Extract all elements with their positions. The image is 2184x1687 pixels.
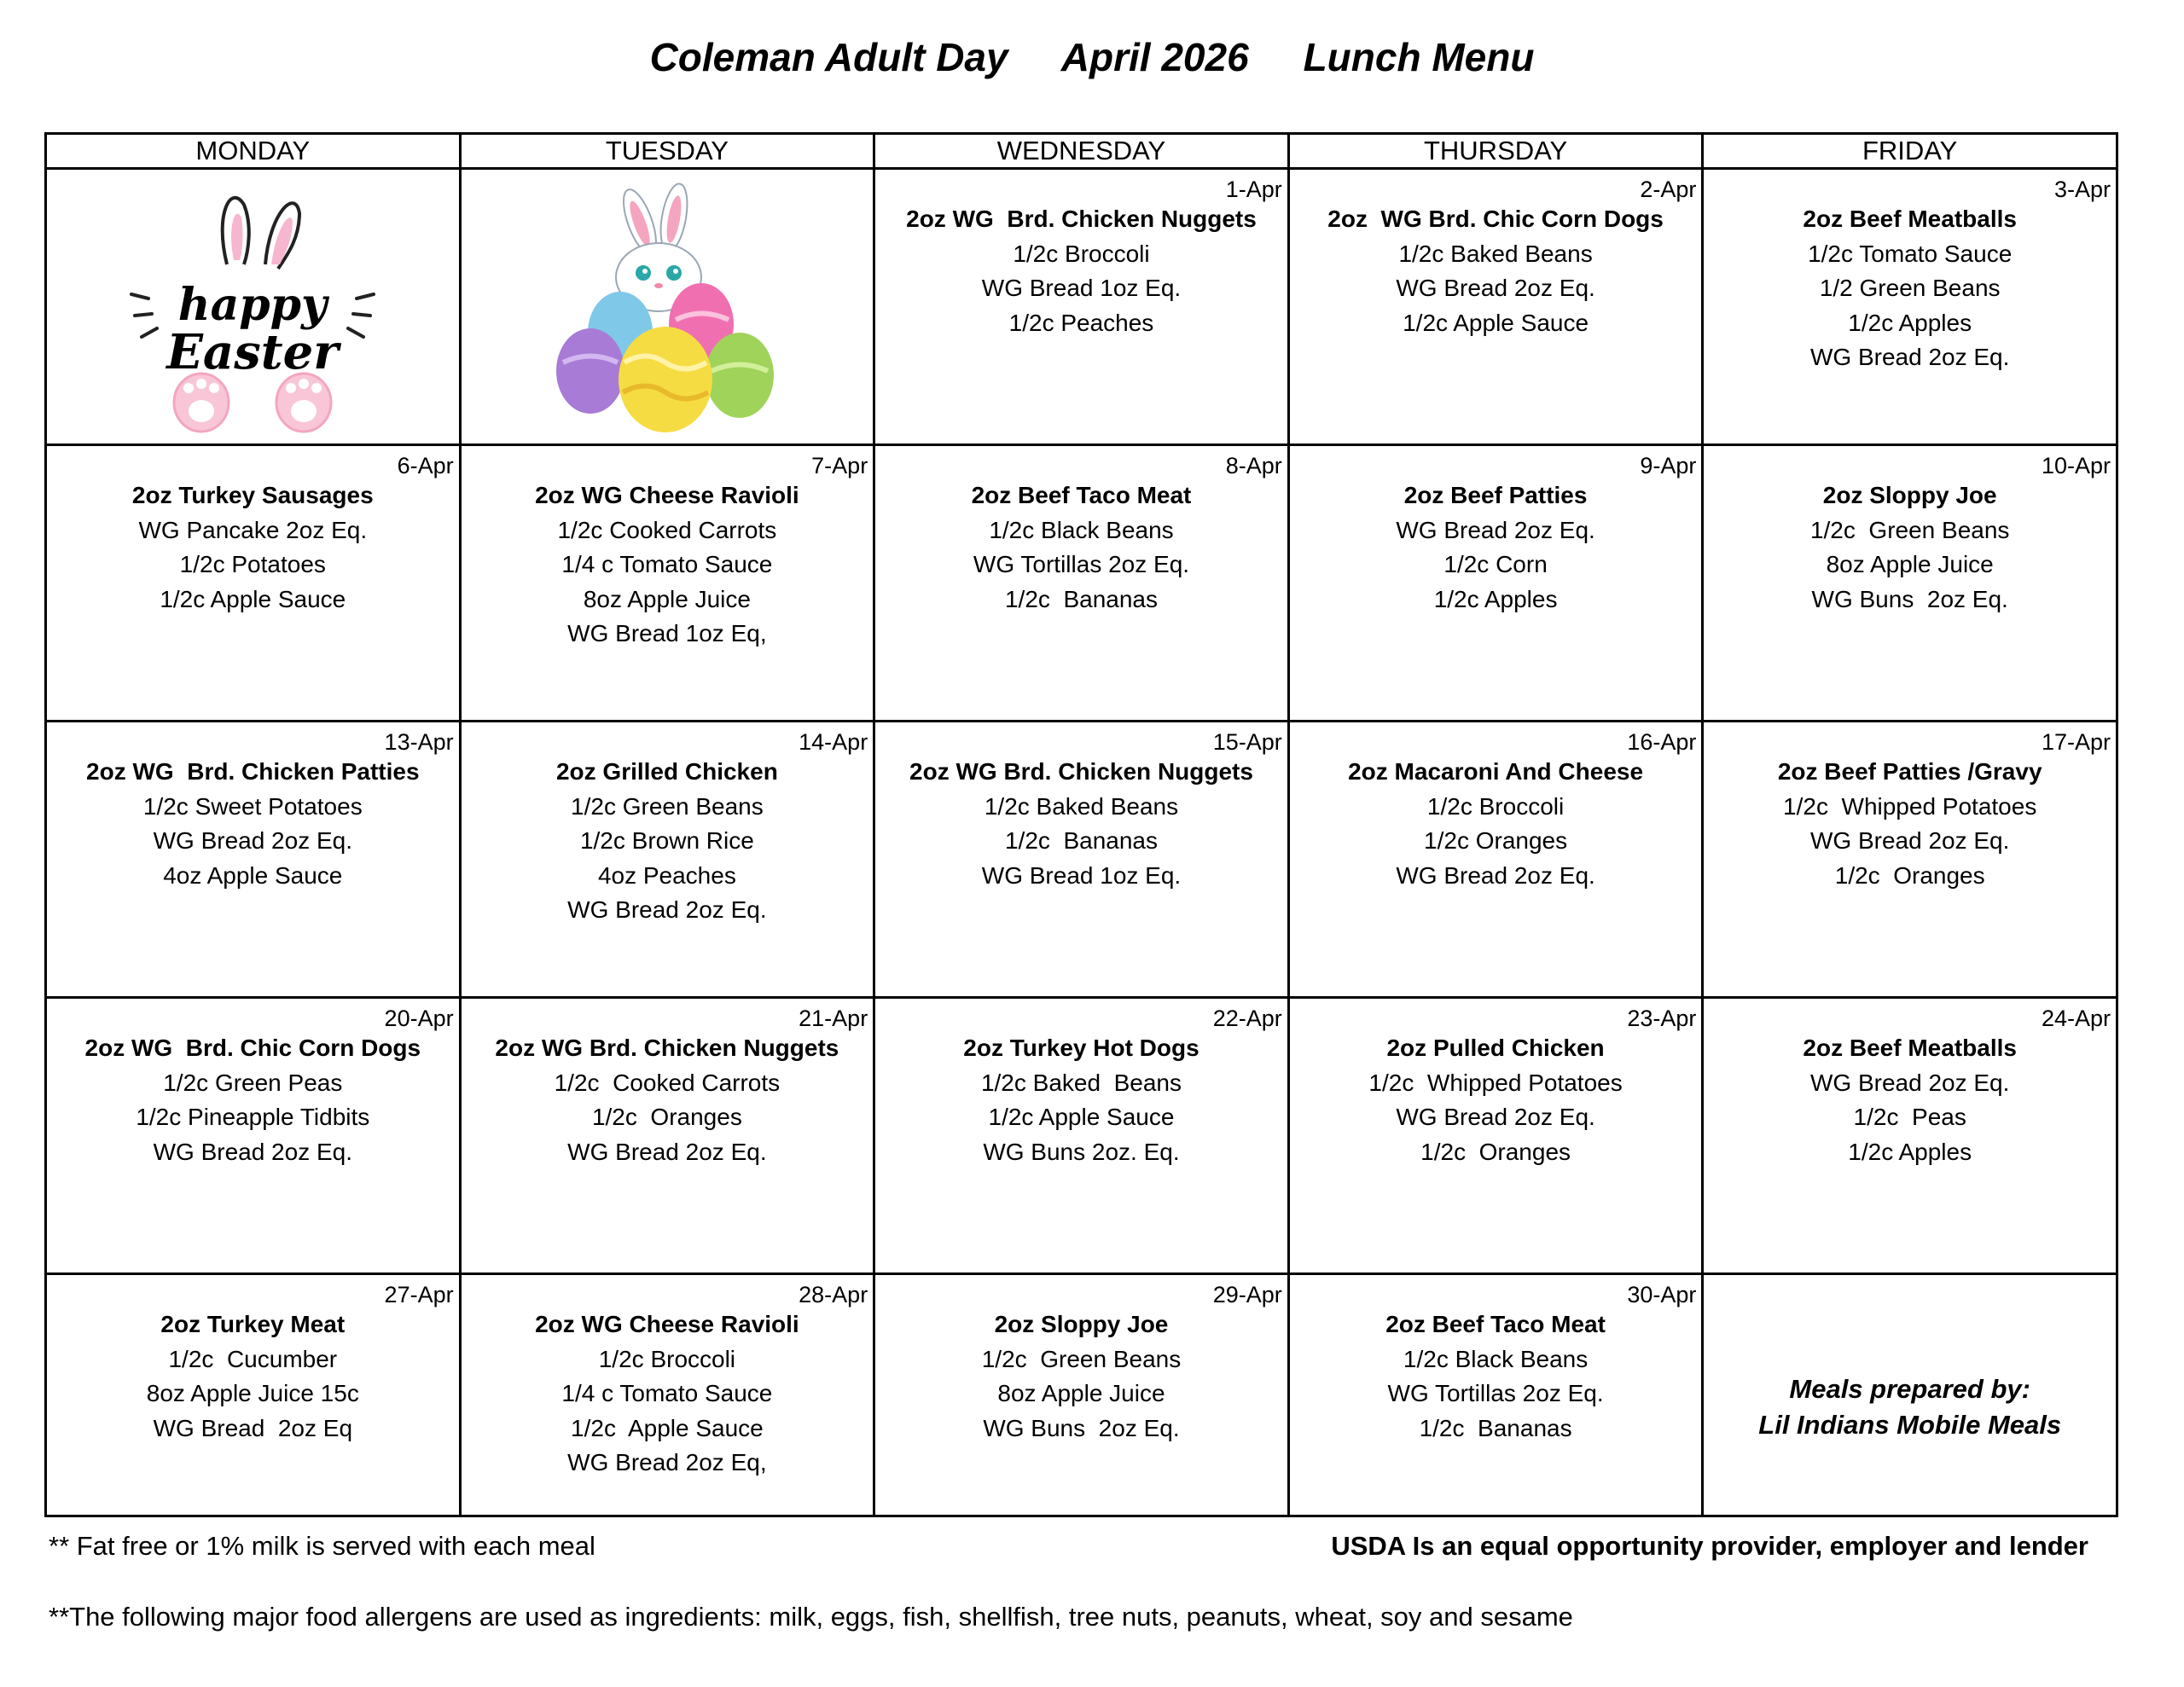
day-cell [874, 722, 1289, 998]
side-item: 1/2c Bananas [1004, 585, 1158, 612]
menu-items [47, 1031, 459, 1169]
usda-statement: USDA Is an equal opportunity provider, employer and lender [1331, 1531, 2088, 1561]
weekday-header: WEDNESDAY [874, 134, 1289, 169]
day-cell [1288, 445, 1703, 722]
side-item: WG Bread 1oz Eq, [567, 620, 767, 646]
page-title: Coleman Adult Day April 2026 Lunch Menu [649, 35, 1535, 79]
menu-items [1704, 1031, 2116, 1169]
menu-items [47, 755, 459, 893]
side-item: 1/2c Bananas [1419, 1414, 1572, 1441]
side-item: WG Bread 2oz Eq. [1396, 275, 1595, 301]
side-item: 1/4 c Tomato Sauce [561, 551, 773, 577]
day-cell [874, 998, 1289, 1274]
day-date: 20-Apr [384, 1006, 454, 1031]
side-item: WG Buns 2oz Eq. [983, 1414, 1180, 1441]
day-cell [1288, 1274, 1703, 1516]
day-date: 7-Apr [811, 453, 868, 478]
side-item: WG Bread 2oz Eq [153, 1414, 353, 1441]
main-entree: 2oz Beef Patties /Gravy [1777, 758, 2042, 785]
main-entree: 2oz WG Cheese Ravioli [535, 1311, 799, 1337]
milk-note: ** Fat free or 1% milk is served with each meal [49, 1531, 595, 1561]
side-item: WG Bread 2oz Eq. [1396, 861, 1595, 889]
side-item: 1/2c Peaches [1008, 309, 1154, 336]
side-item: WG Bread 2oz Eq. [1396, 516, 1595, 543]
side-item: 8oz Apple Juice [997, 1380, 1165, 1406]
day-date: 23-Apr [1627, 1006, 1697, 1031]
day-date: 17-Apr [2041, 729, 2111, 755]
side-item: WG Bread 1oz Eq. [981, 275, 1182, 301]
menu-items [875, 478, 1287, 617]
day-cell [46, 1274, 461, 1516]
main-entree: 2oz WG Brd. Chicken Nuggets [909, 758, 1253, 785]
menu-items [462, 755, 874, 928]
main-entree: 2oz Beef Meatballs [1803, 206, 2017, 232]
side-item: WG Bread 1oz Eq. [981, 861, 1182, 889]
side-item: 1/4 c Tomato Sauce [561, 1380, 773, 1406]
side-item: 1/2c Broccoli [1013, 240, 1150, 267]
menu-items [1290, 202, 1702, 340]
day-cell [874, 445, 1289, 722]
main-entree: 2oz Turkey Sausages [131, 482, 374, 508]
menu-items [1704, 755, 2116, 893]
side-item: 1/2c Green Peas [163, 1069, 343, 1096]
day-date [1704, 1275, 2116, 1309]
day-cell [874, 169, 1289, 445]
weekday-header: MONDAY [46, 134, 461, 169]
easter-bunny-eggs-graphic [462, 170, 874, 443]
menu-items [1704, 478, 2116, 617]
side-item: 1/2c Green Beans [571, 792, 764, 820]
day-cell [460, 169, 874, 445]
menu-items [1290, 1307, 1702, 1446]
week-row [46, 722, 2117, 998]
day-date: 24-Apr [2041, 1006, 2111, 1031]
week-row [46, 1274, 2117, 1516]
side-item: 8oz Apple Juice 15c [146, 1380, 359, 1406]
main-entree: 2oz WG Brd. Chicken Patties [86, 758, 420, 785]
side-item: WG Bread 2oz Eq. [567, 1138, 767, 1165]
side-item: 1/2c Apples [1433, 585, 1558, 612]
day-date: 14-Apr [799, 729, 868, 755]
side-item: 1/2c Potatoes [179, 551, 326, 577]
happy-easter-graphic [47, 170, 459, 443]
main-entree: 2oz Macaroni And Cheese [1348, 758, 1644, 785]
main-entree: 2oz Turkey Hot Dogs [963, 1035, 1199, 1061]
menu-items [875, 202, 1287, 340]
menu-items [1290, 1031, 1702, 1169]
side-item: 1/2c Peas [1853, 1104, 1966, 1130]
day-cell [1703, 1274, 2117, 1516]
side-item: WG Tortillas 2oz Eq. [1387, 1380, 1604, 1406]
menu-items [47, 478, 459, 617]
day-cell [1703, 722, 2117, 998]
side-item: 1/2c Baked Beans [980, 1069, 1182, 1096]
side-item: 8oz Apple Juice [583, 585, 751, 612]
menu-items [462, 1307, 874, 1481]
day-date: 15-Apr [1212, 729, 1282, 755]
main-entree: 2oz WG Brd. Chic Corn Dogs [1327, 206, 1664, 232]
side-item: 1/2c Black Beans [989, 516, 1174, 543]
day-cell [46, 722, 461, 998]
side-item: WG Bread 2oz Eq. [1396, 1104, 1595, 1130]
day-date: 21-Apr [799, 1006, 868, 1031]
menu-items [462, 1031, 874, 1169]
side-item: 1/2c Whipped Potatoes [1368, 1069, 1623, 1096]
day-cell [460, 1274, 874, 1516]
side-item: 1/2c Oranges [591, 1104, 742, 1130]
menu-items [462, 478, 874, 652]
day-cell [46, 169, 461, 445]
meals-prepared-note [1704, 1307, 2116, 1443]
day-cell [1288, 722, 1703, 998]
side-item: WG Bread 2oz Eq. [153, 827, 353, 854]
side-item: WG Bread 2oz Eq. [1809, 1069, 2010, 1096]
weekday-header: TUESDAY [460, 134, 874, 169]
side-item: 1/2c Baked Beans [984, 792, 1179, 820]
side-item: 1/2c Cucumber [168, 1345, 338, 1372]
side-item: 1/2c Brown Rice [579, 827, 754, 854]
main-entree: 2oz WG Brd. Chicken Nuggets [495, 1035, 839, 1061]
weekday-header: THURSDAY [1288, 134, 1703, 169]
bunny-paws-icon [174, 374, 331, 432]
day-date: 22-Apr [1212, 1006, 1282, 1031]
day-cell [460, 998, 874, 1274]
day-cell [46, 998, 461, 1274]
side-item: 1/2c Apples [1848, 309, 1972, 336]
side-item: 1/2c Cooked Carrots [554, 1069, 781, 1096]
day-cell [1703, 169, 2117, 445]
side-item: WG Buns 2oz. Eq. [983, 1138, 1180, 1165]
day-date: 8-Apr [1225, 453, 1282, 478]
side-item: 1/2c Green Beans [981, 1345, 1182, 1372]
menu-items [1290, 478, 1702, 617]
day-date: 3-Apr [2053, 177, 2111, 202]
week-row [46, 445, 2117, 722]
side-item: 1/2c Tomato Sauce [1808, 240, 2013, 267]
side-item: WG Buns 2oz Eq. [1811, 585, 2008, 612]
side-item: WG Pancake 2oz Eq. [138, 516, 368, 543]
day-date: 29-Apr [1212, 1282, 1282, 1307]
side-item: 1/2c Baked Beans [1398, 240, 1593, 267]
day-date: 9-Apr [1640, 453, 1697, 478]
side-item: 1/2c Apple Sauce [160, 585, 346, 612]
happy-text: happy [178, 278, 328, 331]
week-row [46, 998, 2117, 1274]
side-item: 1/2c Black Beans [1403, 1345, 1589, 1372]
side-item: 1/2c Green Beans [1809, 516, 2010, 543]
side-item: 1/2c Apple Sauce [1403, 309, 1589, 336]
day-date: 16-Apr [1627, 729, 1697, 755]
side-item: 1/2c Apples [1848, 1138, 1972, 1165]
main-entree: 2oz Beef Patties [1403, 482, 1588, 508]
day-date: 30-Apr [1627, 1282, 1697, 1307]
side-item: 1/2c Whipped Potatoes [1783, 792, 2037, 820]
day-cell [1288, 169, 1703, 445]
day-cell [874, 1274, 1289, 1516]
weekday-header-row [46, 134, 2117, 169]
main-entree: 2oz Beef Taco Meat [971, 482, 1192, 508]
weekday-header: FRIDAY [1703, 134, 2117, 169]
side-item: WG Tortillas 2oz Eq. [973, 551, 1190, 577]
day-date: 27-Apr [384, 1282, 454, 1307]
note-line: Lil Indians Mobile Meals [1758, 1410, 2062, 1440]
side-item: 1/2c Apple Sauce [571, 1414, 764, 1441]
note-line: Meals prepared by: [1789, 1374, 2030, 1404]
main-entree: 2oz WG Brd. Chicken Nuggets [906, 206, 1257, 232]
side-item: 8oz Apple Juice [1826, 551, 1994, 577]
day-date: 1-Apr [1225, 177, 1282, 202]
day-date: 28-Apr [799, 1282, 868, 1307]
day-cell [460, 445, 874, 722]
allergen-note: **The following major food allergens are used as ingredients: milk, eggs, fish, shellfish, tree nuts, peanuts, wheat, soy and sesame [49, 1602, 1573, 1632]
day-cell [460, 722, 874, 998]
side-item: WG Bread 2oz Eq, [567, 1449, 767, 1475]
main-entree: 2oz Beef Taco Meat [1385, 1311, 1606, 1337]
side-item: 1/2c Broccoli [1426, 792, 1565, 820]
main-entree: 2oz WG Brd. Chic Corn Dogs [84, 1035, 421, 1061]
side-item: 1/2 Green Beans [1819, 275, 2001, 301]
side-item: 1/2c Oranges [1424, 827, 1568, 854]
menu-items [47, 1307, 459, 1446]
side-item: WG Bread 2oz Eq. [1809, 344, 2010, 370]
menu-items [875, 755, 1287, 893]
main-entree: 2oz Beef Meatballs [1803, 1035, 2017, 1061]
easter-text: Easter [166, 323, 340, 380]
week-row [46, 169, 2117, 445]
main-entree: 2oz Turkey Meat [160, 1311, 346, 1337]
side-item: 1/2c Cooked Carrots [557, 516, 777, 543]
menu-items [1704, 202, 2116, 375]
side-item: 4oz Peaches [597, 861, 736, 889]
side-item: 1/2c Oranges [1420, 1138, 1571, 1165]
menu-items [875, 1307, 1287, 1446]
side-item: 1/2c Corn [1443, 551, 1548, 577]
day-cell [1703, 445, 2117, 722]
main-entree: 2oz Sloppy Joe [1822, 482, 1997, 508]
side-item: WG Bread 2oz Eq. [1809, 827, 2010, 854]
side-item: 1/2c Sweet Potatoes [142, 792, 363, 820]
day-date: 10-Apr [2041, 453, 2111, 478]
day-cell [46, 445, 461, 722]
side-item: 4oz Apple Sauce [163, 861, 343, 889]
menu-items [1290, 755, 1702, 893]
main-entree: 2oz Grilled Chicken [555, 758, 778, 785]
side-item: 1/2c Apple Sauce [988, 1104, 1175, 1130]
side-item: 1/2c Broccoli [598, 1345, 736, 1372]
side-item: 1/2c Oranges [1834, 861, 1985, 889]
day-date: 2-Apr [1640, 177, 1697, 202]
main-entree: 2oz WG Cheese Ravioli [535, 482, 799, 508]
main-entree: 2oz Sloppy Joe [994, 1311, 1169, 1337]
day-date: 13-Apr [384, 729, 454, 755]
side-item: WG Bread 2oz Eq. [567, 896, 767, 923]
side-item: WG Bread 2oz Eq. [153, 1138, 353, 1165]
side-item: 1/2c Bananas [1004, 827, 1158, 854]
side-item: 1/2c Pineapple Tidbits [136, 1104, 370, 1130]
menu-items [875, 1031, 1287, 1169]
day-cell [1288, 998, 1703, 1274]
menu-calendar [44, 132, 2118, 1517]
day-cell [1703, 998, 2117, 1274]
main-entree: 2oz Pulled Chicken [1386, 1035, 1605, 1061]
day-date: 6-Apr [397, 453, 454, 478]
